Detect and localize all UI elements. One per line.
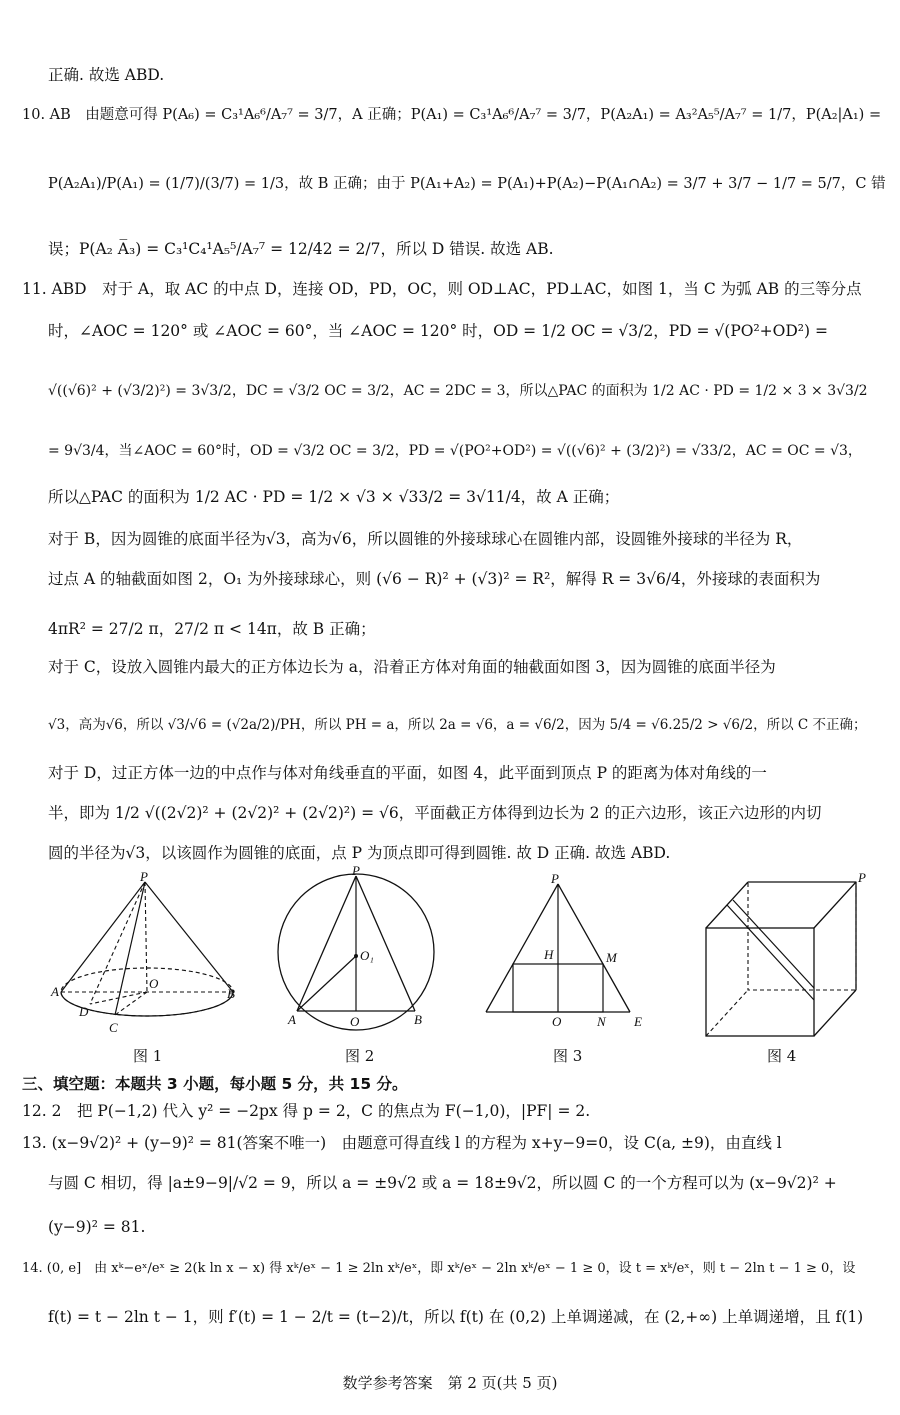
answer-10-line-3: 误；P(A₂ A̅₃) = C₃¹C₄¹A₅⁵/A₇⁷ = 12/42 = 2/7，所以 D 错误. 故选 AB. [48,240,554,258]
figure-4-cube [698,870,878,1040]
answer-11-line-5: 所以△PAC 的面积为 1/2 AC · PD = 1/2 × √3 × √33/2 = 3√11/4，故 A 正确； [48,488,620,506]
label-B: B [414,1012,422,1027]
label-H: H [544,947,554,962]
answer-13-line-1: 13. (x−9√2)² + (y−9)² = 81(答案不唯一) 由题意可得直线 l 的方程为 x+y−9=0，设 C(a, ±9)，由直线 l [22,1134,782,1152]
answer-13-line-2: 与圆 C 相切，得 |a±9−9|/√2 = 9，所以 a = ±9√2 或 a = 18±9√2，所以圆 C 的一个方程可以为 (x−9√2)² + [48,1174,837,1192]
answer-11-line-8: 4πR² = 27/2 π，27/2 π < 14π，故 B 正确； [48,620,376,638]
answer-11-line-3: √((√6)² + (√3/2)²) = 3√3/2，DC = √3/2 OC = 3/2，AC = 2DC = 3，所以△PAC 的面积为 1/2 AC · PD = 1/2 × 3 × 3√3/2 [48,383,868,399]
answer-10-line-2: P(A₂A₁)/P(A₁) = (1/7)/(3/7) = 1/3，故 B 正确；由于 P(A₁+A₂) = P(A₁)+P(A₂)−P(A₁∩A₂) = 3/7 + 3/7 − 1/7 = 5/7，C 错 [48,176,886,192]
label-P: P [352,863,360,878]
figure-2-axial-section [270,863,445,1038]
figure-3-cube-in-cone-section [480,870,660,1040]
label-O: O [552,1014,562,1029]
figure-1-cone [51,869,240,1040]
label-P: P [551,871,559,886]
answer-11-line-9: 对于 C，设放入圆锥内最大的正方体边长为 a，沿着正方体对角面的轴截面如图 3，因为圆锥的底面半径为 [48,658,776,676]
answer-11-line-11: 对于 D，过正方体一边的中点作与体对角线垂直的平面，如图 4，此平面到顶点 P 的距离为体对角线的一 [48,764,767,782]
answer-13-line-3: (y−9)² = 81. [48,1218,146,1236]
answer-11-line-10: √3，高为√6，所以 √3/√6 = (√2a/2)/PH，所以 PH = a，所以 2a = √6，a = √6/2，因为 5/4 = √6.25/2 > √6/2，所以 C 不正确； [48,717,867,733]
answer-11-line-2: 时，∠AOC = 120° 或 ∠AOC = 60°，当 ∠AOC = 120° 时，OD = 1/2 OC = √3/2，PD = √(PO²+OD²) = [48,322,828,340]
figure-4-caption: 图 4 [767,1047,797,1065]
label-O: O [350,1014,360,1029]
label-E: E [634,1014,642,1029]
answer-11-line-7: 过点 A 的轴截面如图 2，O₁ 为外接球球心，则 (√6 − R)² + (√3)² = R²，解得 R = 3√6/4，外接球的表面积为 [48,570,821,588]
label-A: A [288,1012,296,1027]
figure-2-caption: 图 2 [345,1047,375,1065]
label-D: D [79,1004,89,1019]
answer-11-line-6: 对于 B，因为圆锥的底面半径为√3，高为√6，所以圆锥的外接球球心在圆锥内部，设圆锥外接球的半径为 R， [48,530,803,548]
answer-10-line-1: 10. AB 由题意可得 P(A₆) = C₃¹A₆⁶/A₇⁷ = 3/7，A 正确；P(A₁) = C₃¹A₆⁶/A₇⁷ = 3/7，P(A₂A₁) = A₃²A₅⁵/A₇⁷ = 1/7，P(A₂|A₁) = [22,107,882,123]
figure-1-caption: 图 1 [133,1047,163,1065]
label-B: B [227,986,235,1001]
label-O: O [149,976,159,991]
label-P: P [140,869,148,884]
label-P: P [858,870,866,885]
label-O1: O₁ [360,948,374,963]
answer-14-line-2: f(t) = t − 2ln t − 1，则 f′(t) = 1 − 2/t = (t−2)/t，所以 f(t) 在 (0,2) 上单调递减，在 (2,+∞) 上单调递增，且 f(1) [48,1308,864,1326]
page-footer: 数学参考答案 第 2 页(共 5 页) [342,1374,558,1392]
label-N: N [597,1014,606,1029]
answer-14-line-1: 14. (0, e] 由 xᵏ−eˣ/eˣ ≥ 2(k ln x − x) 得 xᵏ/eˣ − 1 ≥ 2ln xᵏ/eˣ，即 xᵏ/eˣ − 2ln xᵏ/eˣ − 1 ≥ 0，设 t = xᵏ/eˣ，则 t − 2ln t − 1 ≥ 0，设 [22,1261,856,1276]
section-heading: 三、填空题：本题共 3 小题，每小题 5 分，共 15 分。 [22,1075,408,1093]
label-A: A [51,984,59,999]
answer-11-line-4: = 9√3/4，当∠AOC = 60°时，OD = √3/2 OC = 3/2，PD = √(PO²+OD²) = √((√6)² + (3/2)²) = √33/2，AC = OC = √3， [48,443,862,459]
label-M: M [606,950,617,965]
figure-3-caption: 图 3 [553,1047,583,1065]
answer-11-line-12: 半，即为 1/2 √((2√2)² + (2√2)² + (2√2)²) = √6，平面截正方体得到边长为 2 的正六边形，该正六边形的内切 [48,804,822,822]
label-C: C [109,1020,118,1035]
answer-11-line-1: 11. ABD 对于 A，取 AC 的中点 D，连接 OD，PD，OC，则 OD⊥AC，PD⊥AC，如图 1，当 C 为弧 AB 的三等分点 [22,280,862,298]
answer-11-line-13: 圆的半径为√3，以该圆作为圆锥的底面，点 P 为顶点即可得到圆锥. 故 D 正确. 故选 ABD. [48,844,671,862]
text-line: 正确. 故选 ABD. [48,66,165,84]
answer-12: 12. 2 把 P(−1,2) 代入 y² = −2px 得 p = 2，C 的焦点为 F(−1,0)，|PF| = 2. [22,1102,591,1120]
